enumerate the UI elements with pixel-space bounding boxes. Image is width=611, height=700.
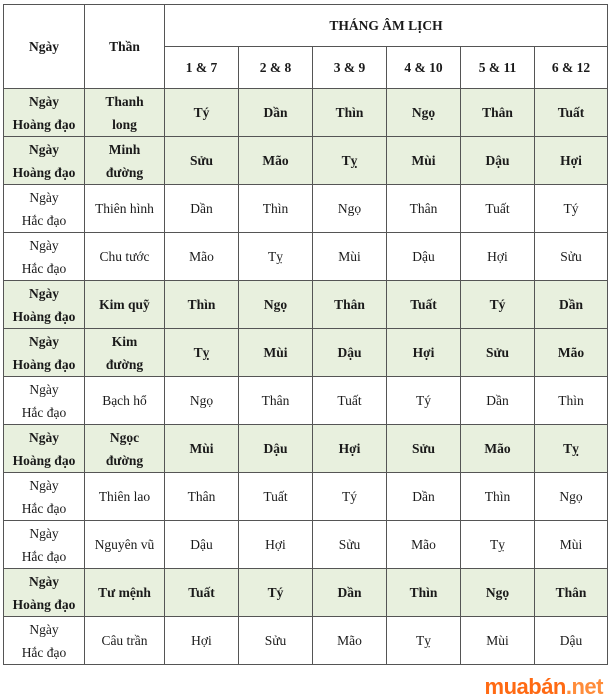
value-cell: Dần — [165, 185, 239, 233]
value-cell: Ngọ — [313, 185, 387, 233]
value-cell: Sửu — [535, 233, 608, 281]
value-cell: Thìn — [461, 473, 535, 521]
value-cell: Ngọ — [461, 569, 535, 617]
value-cell: Mão — [165, 233, 239, 281]
value-cell: Thìn — [387, 569, 461, 617]
table-row — [4, 233, 608, 281]
value-cell: Tuất — [387, 281, 461, 329]
value-cell: Tỵ — [313, 137, 387, 185]
value-cell: Mão — [387, 521, 461, 569]
value-cell: Tỵ — [535, 425, 608, 473]
day-type-cell: Ngày Hắc đạo — [4, 521, 85, 569]
value-cell: Dậu — [165, 521, 239, 569]
value-cell: Ngọ — [535, 473, 608, 521]
day-type-cell: Ngày Hắc đạo — [4, 473, 85, 521]
day-type-cell: Ngày Hoàng đạo — [4, 329, 85, 377]
table-row — [4, 473, 608, 521]
header-month: 3 & 9 — [313, 47, 387, 89]
deity-cell: Kim đường — [85, 329, 165, 377]
deity-cell: Nguyên vũ — [85, 521, 165, 569]
header-month: 5 & 11 — [461, 47, 535, 89]
value-cell: Tý — [239, 569, 313, 617]
day-type-cell: Ngày Hoàng đạo — [4, 89, 85, 137]
value-cell: Hợi — [535, 137, 608, 185]
value-cell: Tuất — [313, 377, 387, 425]
header-than: Thần — [85, 5, 165, 89]
table-row — [4, 281, 608, 329]
value-cell: Mão — [313, 617, 387, 665]
deity-cell: Thanh long — [85, 89, 165, 137]
value-cell: Thìn — [313, 89, 387, 137]
deity-cell: Tư mệnh — [85, 569, 165, 617]
value-cell: Tỵ — [165, 329, 239, 377]
value-cell: Tý — [165, 89, 239, 137]
value-cell: Hợi — [165, 617, 239, 665]
value-cell: Mùi — [313, 233, 387, 281]
value-cell: Mùi — [387, 137, 461, 185]
table-row — [4, 329, 608, 377]
value-cell: Mão — [535, 329, 608, 377]
value-cell: Thân — [165, 473, 239, 521]
value-cell: Dần — [461, 377, 535, 425]
table-row — [4, 377, 608, 425]
value-cell: Thìn — [239, 185, 313, 233]
header-thang-am-lich: THÁNG ÂM LỊCH — [165, 5, 608, 47]
value-cell: Dậu — [535, 617, 608, 665]
value-cell: Ngọ — [165, 377, 239, 425]
header-ngay: Ngày — [4, 5, 85, 89]
value-cell: Tỵ — [461, 521, 535, 569]
value-cell: Dậu — [239, 425, 313, 473]
value-cell: Thân — [387, 185, 461, 233]
value-cell: Dậu — [461, 137, 535, 185]
value-cell: Tuất — [239, 473, 313, 521]
header-month: 4 & 10 — [387, 47, 461, 89]
day-type-cell: Ngày Hoàng đạo — [4, 569, 85, 617]
value-cell: Thân — [461, 89, 535, 137]
day-type-cell: Ngày Hoàng đạo — [4, 281, 85, 329]
value-cell: Hợi — [387, 329, 461, 377]
value-cell: Dần — [387, 473, 461, 521]
calendar-table — [3, 4, 608, 665]
value-cell: Tý — [461, 281, 535, 329]
value-cell: Dậu — [387, 233, 461, 281]
value-cell: Tuất — [535, 89, 608, 137]
value-cell: Thìn — [535, 377, 608, 425]
value-cell: Hợi — [313, 425, 387, 473]
deity-cell: Thiên hình — [85, 185, 165, 233]
value-cell: Tý — [535, 185, 608, 233]
table-row — [4, 521, 608, 569]
value-cell: Mùi — [535, 521, 608, 569]
day-type-cell: Ngày Hoàng đạo — [4, 137, 85, 185]
value-cell: Tỵ — [239, 233, 313, 281]
deity-cell: Ngọc đường — [85, 425, 165, 473]
value-cell: Sửu — [461, 329, 535, 377]
value-cell: Mùi — [239, 329, 313, 377]
day-type-cell: Ngày Hắc đạo — [4, 377, 85, 425]
value-cell: Dậu — [313, 329, 387, 377]
deity-cell: Chu tước — [85, 233, 165, 281]
deity-cell: Câu trần — [85, 617, 165, 665]
value-cell: Thân — [535, 569, 608, 617]
value-cell: Sửu — [387, 425, 461, 473]
value-cell: Mùi — [165, 425, 239, 473]
table-row — [4, 425, 608, 473]
value-cell: Sửu — [165, 137, 239, 185]
value-cell: Thìn — [165, 281, 239, 329]
table-row — [4, 137, 608, 185]
value-cell: Tuất — [461, 185, 535, 233]
day-type-cell: Ngày Hắc đạo — [4, 233, 85, 281]
value-cell: Hợi — [461, 233, 535, 281]
value-cell: Dần — [535, 281, 608, 329]
deity-cell: Bạch hổ — [85, 377, 165, 425]
header-month: 6 & 12 — [535, 47, 608, 89]
header-month: 1 & 7 — [165, 47, 239, 89]
value-cell: Thân — [239, 377, 313, 425]
value-cell: Tuất — [165, 569, 239, 617]
value-cell: Tỵ — [387, 617, 461, 665]
value-cell: Sửu — [239, 617, 313, 665]
day-type-cell: Ngày Hắc đạo — [4, 617, 85, 665]
value-cell: Hợi — [239, 521, 313, 569]
value-cell: Mão — [239, 137, 313, 185]
value-cell: Mão — [461, 425, 535, 473]
deity-cell: Minh đường — [85, 137, 165, 185]
table-row — [4, 89, 608, 137]
table-row — [4, 569, 608, 617]
deity-cell: Kim quỹ — [85, 281, 165, 329]
value-cell: Ngọ — [387, 89, 461, 137]
value-cell: Dần — [239, 89, 313, 137]
day-type-cell: Ngày Hoàng đạo — [4, 425, 85, 473]
table-row — [4, 617, 608, 665]
table-row — [4, 185, 608, 233]
deity-cell: Thiên lao — [85, 473, 165, 521]
value-cell: Ngọ — [239, 281, 313, 329]
value-cell: Tý — [387, 377, 461, 425]
watermark-logo: muabán.net — [484, 674, 603, 699]
value-cell: Tý — [313, 473, 387, 521]
value-cell: Thân — [313, 281, 387, 329]
value-cell: Dần — [313, 569, 387, 617]
value-cell: Mùi — [461, 617, 535, 665]
header-month: 2 & 8 — [239, 47, 313, 89]
value-cell: Sửu — [313, 521, 387, 569]
day-type-cell: Ngày Hắc đạo — [4, 185, 85, 233]
